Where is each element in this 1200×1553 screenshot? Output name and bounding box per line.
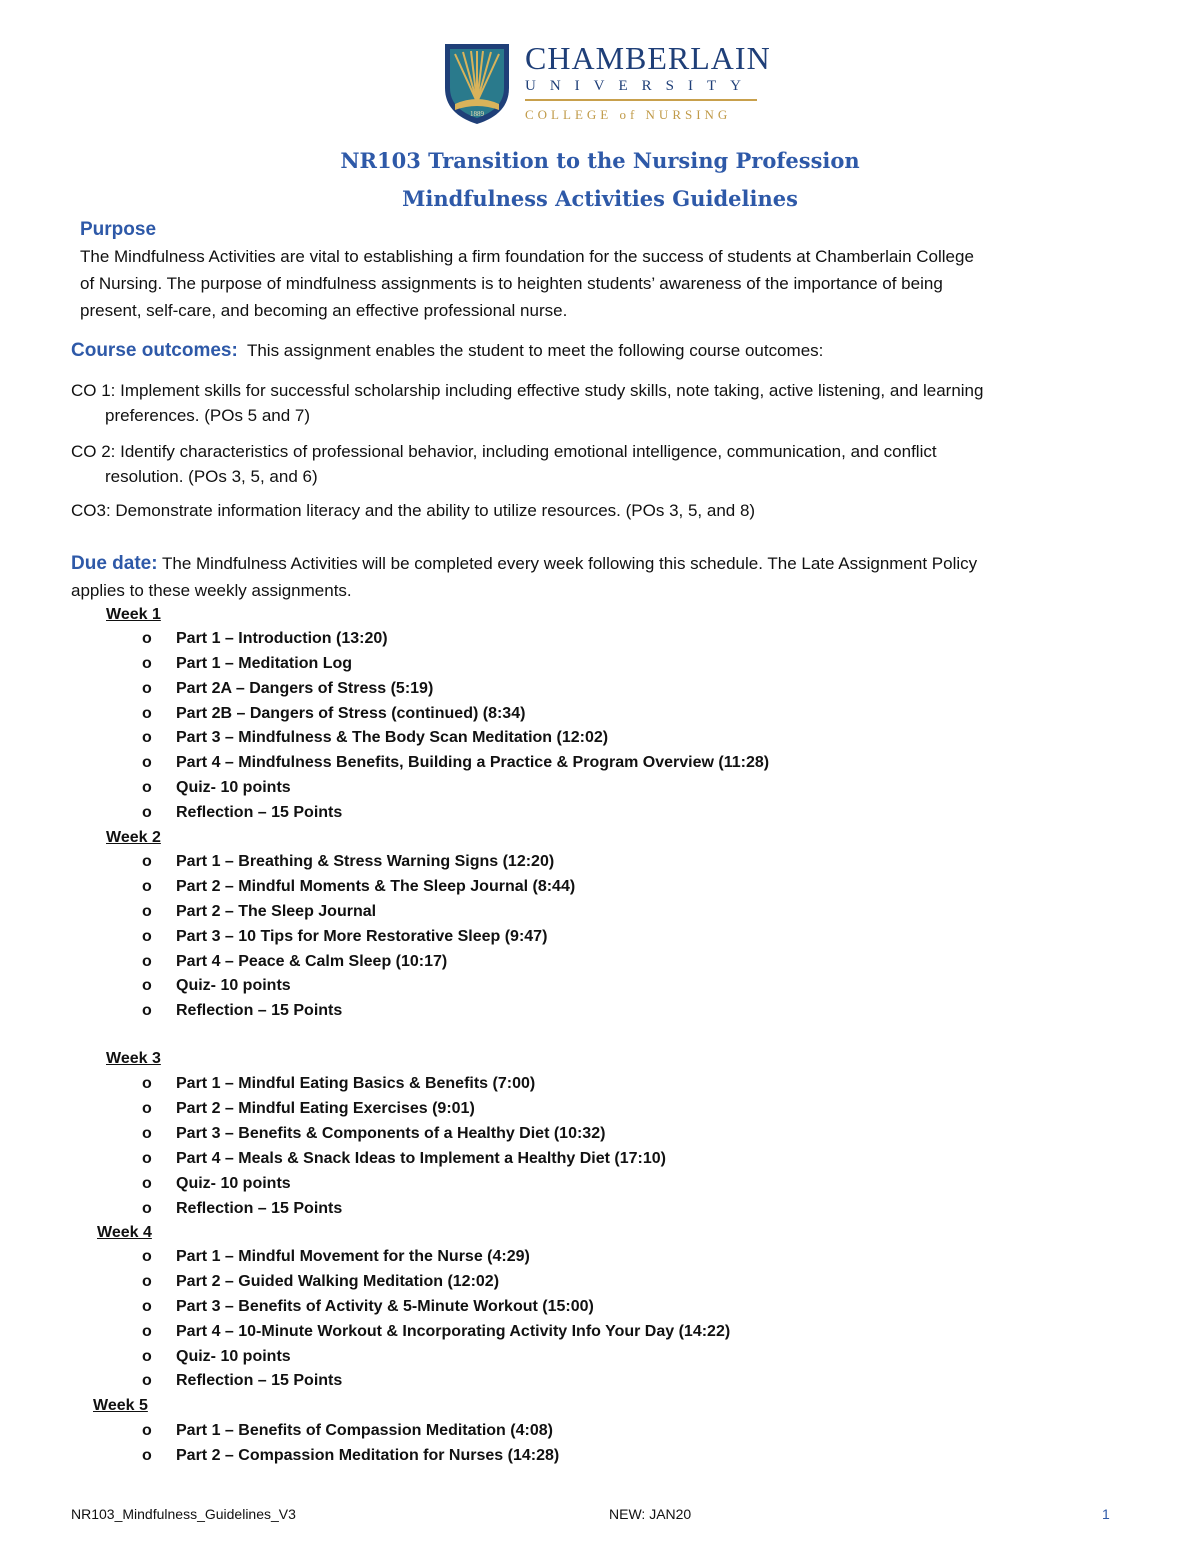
chamberlain-logo: [441, 42, 771, 126]
document-title-line-1: NR103 Transition to the Nursing Profession: [340, 148, 860, 173]
list-item: [142, 1348, 291, 1366]
bullet-icon: o: [142, 1125, 152, 1142]
list-item: [142, 928, 547, 946]
course-outcome-line: preferences. (POs 5 and 7): [105, 406, 311, 425]
list-item-label: Part 4 – Mindfulness Benefits, Building a Practice & Program Overview (11:28): [176, 754, 770, 771]
list-item-label: Part 2 – Mindful Moments & The Sleep Journal (8:44): [176, 878, 576, 895]
list-item-label: Part 4 – Meals & Snack Ideas to Implement a Healthy Diet (17:10): [176, 1150, 666, 1167]
list-item-label: Reflection – 15 Points: [176, 1002, 343, 1019]
list-item: [142, 705, 525, 723]
list-item-label: Part 1 – Breathing & Stress Warning Signs (12:20): [176, 853, 555, 870]
bullet-icon: o: [142, 729, 152, 746]
week-2-heading: Week 2: [106, 829, 161, 846]
bullet-icon: o: [142, 903, 152, 920]
list-item-label: Part 1 – Meditation Log: [176, 655, 353, 672]
list-item: [142, 853, 554, 871]
bullet-icon: o: [142, 754, 152, 771]
logo-year: 1889: [470, 110, 484, 118]
list-item-label: Part 1 – Mindful Eating Basics & Benefits (7:00): [176, 1075, 536, 1092]
bullet-icon: o: [142, 1273, 152, 1290]
bullet-icon: o: [142, 1248, 152, 1265]
bullet-icon: o: [142, 1100, 152, 1117]
list-item-label: Part 3 – Benefits of Activity & 5-Minute Workout (15:00): [176, 1298, 594, 1315]
list-item: [142, 977, 291, 995]
list-item-label: Reflection – 15 Points: [176, 1200, 343, 1217]
course-outcomes-text: This assignment enables the student to meet the following course outcomes:: [246, 341, 824, 360]
bullet-icon: o: [142, 630, 152, 647]
list-item: [142, 779, 291, 797]
due-date-paragraph: [71, 550, 1151, 604]
list-item: [142, 1248, 530, 1266]
logo-university: UNIVERSITY: [525, 78, 755, 94]
footer-filename: NR103_Mindfulness_Guidelines_V3: [71, 1506, 296, 1522]
bullet-icon: o: [142, 1075, 152, 1092]
list-item: [142, 729, 608, 747]
list-item-label: Part 2 – The Sleep Journal: [176, 903, 377, 920]
bullet-icon: o: [142, 977, 152, 994]
bullet-icon: o: [142, 680, 152, 697]
bullet-icon: o: [142, 1323, 152, 1340]
list-item-label: Part 2 – Guided Walking Meditation (12:02): [176, 1273, 500, 1290]
purpose-text: [80, 243, 1140, 324]
bullet-icon: o: [142, 655, 152, 672]
bullet-icon: o: [142, 853, 152, 870]
bullet-icon: o: [142, 1175, 152, 1192]
list-item-label: Part 1 – Mindful Movement for the Nurse (4:29): [176, 1248, 530, 1265]
list-item-label: Part 3 – Mindfulness & The Body Scan Meditation (12:02): [176, 729, 609, 746]
list-item-label: Reflection – 15 Points: [176, 1372, 343, 1389]
purpose-line: present, self-care, and becoming an effective professional nurse.: [80, 301, 568, 320]
list-item: [142, 1075, 535, 1093]
purpose-line: of Nursing. The purpose of mindfulness assignments is to heighten students’ awareness of the importance of being: [80, 274, 943, 293]
bullet-icon: o: [142, 878, 152, 895]
list-item: [142, 1200, 342, 1218]
week-5-heading: Week 5: [93, 1397, 148, 1414]
course-outcome-line: CO 2: Identify characteristics of professional behavior, including emotional intelligence, communication, and conflict: [71, 442, 937, 461]
list-item-label: Part 4 – Peace & Calm Sleep (10:17): [176, 953, 448, 970]
bullet-icon: o: [142, 1348, 152, 1365]
due-date-text: The Mindfulness Activities will be completed every week following this schedule. The Late Assignment Policy: [162, 554, 978, 573]
week-1-heading: Week 1: [106, 606, 161, 623]
bullet-icon: o: [142, 705, 152, 722]
list-item: [142, 1422, 553, 1440]
course-outcomes-label: Course outcomes:: [71, 340, 238, 361]
list-item-label: Part 2 – Compassion Meditation for Nurses (14:28): [176, 1447, 560, 1464]
course-outcome-line: CO 1: Implement skills for successful scholarship including effective study skills, note taking, active listening, and learning: [71, 381, 984, 400]
logo-college: COLLEGE of NURSING: [525, 107, 732, 122]
list-item: [142, 804, 342, 822]
course-outcome-line: CO3: Demonstrate information literacy and the ability to utilize resources. (POs 3, 5, and 8): [71, 501, 756, 520]
course-outcome-item: [71, 498, 1141, 523]
bullet-icon: o: [142, 1200, 152, 1217]
course-outcome-item: [71, 378, 1141, 428]
bullet-icon: o: [142, 779, 152, 796]
list-item: [142, 754, 769, 772]
list-item: [142, 1323, 730, 1341]
list-item: [142, 878, 575, 896]
list-item-label: Part 3 – 10 Tips for More Restorative Sleep (9:47): [176, 928, 548, 945]
list-item-label: Quiz- 10 points: [176, 1175, 291, 1192]
bullet-icon: o: [142, 804, 152, 821]
week-4-heading: Week 4: [97, 1224, 152, 1241]
list-item: [142, 680, 433, 698]
bullet-icon: o: [142, 928, 152, 945]
due-date-label: Due date:: [71, 553, 158, 574]
footer-version: NEW: JAN20: [609, 1506, 692, 1522]
list-item-label: Quiz- 10 points: [176, 1348, 291, 1365]
list-item-label: Part 4 – 10-Minute Workout & Incorporating Activity Info Your Day (14:22): [176, 1323, 731, 1340]
list-item: [142, 1273, 499, 1291]
list-item: [142, 655, 352, 673]
logo-name: CHAMBERLAIN: [525, 40, 771, 76]
due-date-text-continued: applies to these weekly assignments.: [71, 581, 352, 600]
course-outcomes-intro: [71, 337, 1151, 364]
shield-crest-icon: [441, 42, 513, 126]
course-outcome-item: [71, 439, 1141, 489]
list-item: [142, 1002, 342, 1020]
list-item: [142, 1125, 605, 1143]
bullet-icon: o: [142, 1298, 152, 1315]
list-item-label: Reflection – 15 Points: [176, 804, 343, 821]
list-item-label: Part 3 – Benefits & Components of a Healthy Diet (10:32): [176, 1125, 606, 1142]
list-item-label: Quiz- 10 points: [176, 977, 291, 994]
list-item-label: Part 2B – Dangers of Stress (continued) (8:34): [176, 705, 526, 722]
list-item-label: Part 2A – Dangers of Stress (5:19): [176, 680, 434, 697]
purpose-heading: Purpose: [80, 219, 157, 240]
list-item-label: Part 1 – Benefits of Compassion Meditation (4:08): [176, 1422, 553, 1439]
bullet-icon: o: [142, 1422, 152, 1439]
course-outcome-line: resolution. (POs 3, 5, and 6): [105, 467, 318, 486]
list-item: [142, 1175, 291, 1193]
list-item: [142, 1447, 559, 1465]
list-item: [142, 1100, 475, 1118]
bullet-icon: o: [142, 1150, 152, 1167]
page-number: 1: [1102, 1506, 1110, 1522]
list-item: [142, 953, 447, 971]
list-item-label: Quiz- 10 points: [176, 779, 291, 796]
list-item: [142, 1150, 666, 1168]
list-item-label: Part 2 – Mindful Eating Exercises (9:01): [176, 1100, 475, 1117]
list-item-label: Part 1 – Introduction (13:20): [176, 630, 388, 647]
logo-divider: [525, 99, 757, 101]
list-item: [142, 1298, 594, 1316]
bullet-icon: o: [142, 1447, 152, 1464]
bullet-icon: o: [142, 953, 152, 970]
document-title-line-2: Mindfulness Activities Guidelines: [402, 186, 798, 211]
week-3-heading: Week 3: [106, 1050, 161, 1067]
list-item: [142, 1372, 342, 1390]
list-item: [142, 630, 388, 648]
list-item: [142, 903, 376, 921]
purpose-line: The Mindfulness Activities are vital to establishing a firm foundation for the success of students at Chamberlain College: [80, 247, 974, 266]
bullet-icon: o: [142, 1372, 152, 1389]
bullet-icon: o: [142, 1002, 152, 1019]
